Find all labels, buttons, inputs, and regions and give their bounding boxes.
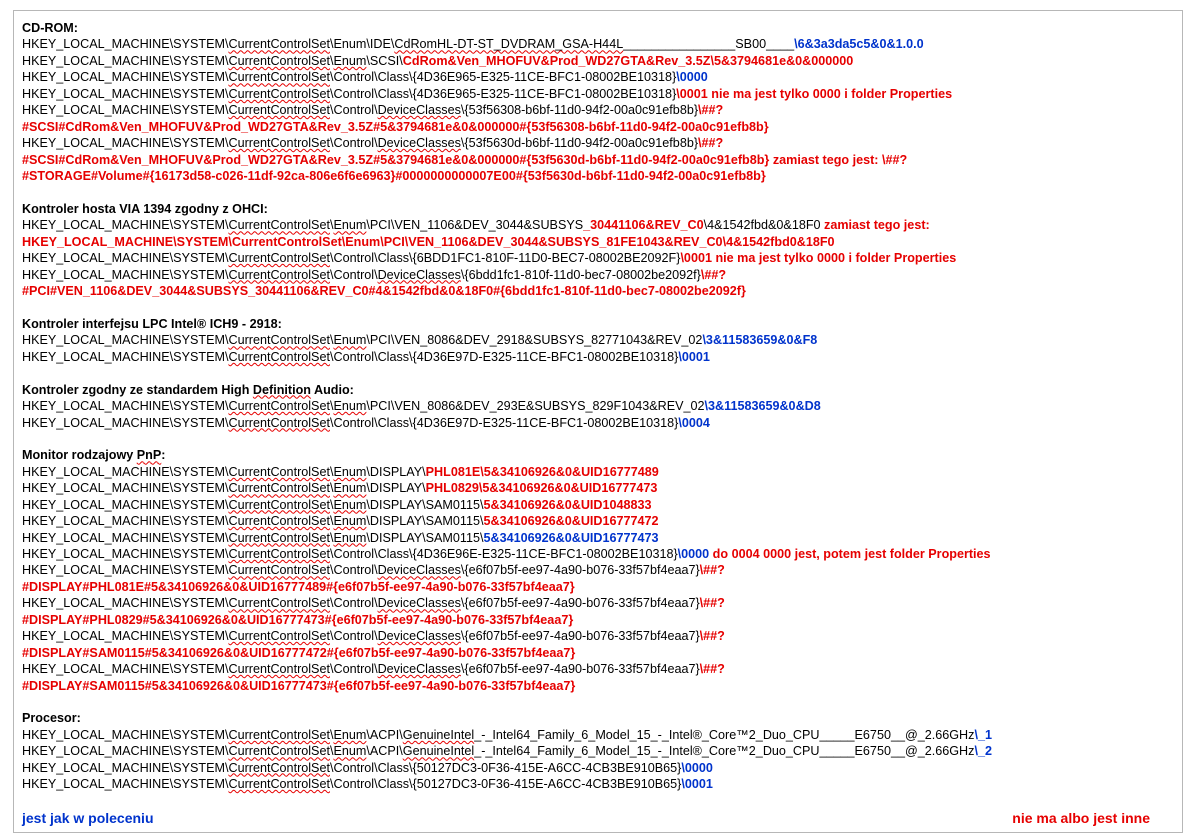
- text-run: HKEY_LOCAL_MACHINE\SYSTEM\: [22, 37, 229, 52]
- text-run: \0000: [677, 547, 710, 561]
- text-run: Enum: [333, 514, 367, 529]
- text-run: HKEY_LOCAL_MACHINE\SYSTEM\CurrentControlSet\Enum\PCI\VEN_1106&DEV_3044&SUBSYS_81FE1043&REV_C0\4&1542fbd0&18F0: [22, 234, 835, 249]
- text-line: [22, 743, 1172, 759]
- text-run: CurrentControlSet: [228, 727, 330, 742]
- text-run: \##?: [699, 662, 725, 677]
- text-line: [22, 546, 1172, 562]
- text-run: \_1: [974, 727, 992, 742]
- text-run: \Control\: [329, 596, 378, 611]
- text-line: [22, 595, 1172, 611]
- text-run: GenuineIntel: [402, 744, 475, 759]
- text-run: CurrentControlSet: [228, 760, 330, 775]
- text-run: HKEY_LOCAL_MACHINE\SYSTEM\: [22, 662, 229, 677]
- text-line: [22, 710, 1172, 726]
- text-line: [22, 398, 1172, 414]
- text-run: \##?: [699, 629, 725, 644]
- text-run: #SCSI#CdRom&Ven_MHOFUV&Prod_WD27GTA&Rev_3.5Z#5&3794681e&0&000000#{53f5630d-b6bf-11d0-94f2-00a0c91efb8b} zamiast tego jest: \##?: [22, 152, 908, 167]
- text-run: \Control\Class\{4D36E97D-E325-11CE-BFC1-08002BE10318}: [329, 349, 679, 364]
- text-run: \Control\Class\{4D36E97D-E325-11CE-BFC1-08002BE10318}: [329, 415, 679, 430]
- text-run: \ACPI\: [366, 727, 403, 742]
- text-run: \: [329, 514, 334, 529]
- text-run: \##?: [698, 103, 724, 118]
- text-line: [22, 513, 1172, 529]
- text-run: DeviceClasses: [377, 662, 461, 677]
- text-run: CurrentControlSet: [228, 629, 330, 644]
- text-run: #DISPLAY#PHL081E#5&34106926&0&UID16777489#{e6f07b5f-ee97-4a90-b076-33f57bf4eaa7}: [22, 579, 575, 594]
- text-run: \{e6f07b5f-ee97-4a90-b076-33f57bf4eaa7}: [460, 662, 700, 677]
- text-run: \Enum\IDE\: [329, 37, 395, 52]
- text-run: HKEY_LOCAL_MACHINE\SYSTEM\: [22, 563, 229, 578]
- text-run: Kontroler interfejsu LPC Intel® ICH9 - 2918:: [22, 316, 282, 331]
- text-run: CurrentControlSet: [228, 662, 330, 677]
- text-run: \PCI\VEN_8086&DEV_2918&SUBSYS_82771043&REV_02: [366, 333, 703, 348]
- text-run: \SCSI\: [366, 53, 403, 68]
- text-run: HKEY_LOCAL_MACHINE\SYSTEM\: [22, 727, 229, 742]
- text-run: \0001: [678, 349, 710, 364]
- text-line: [22, 135, 1172, 151]
- text-line: [22, 645, 1172, 661]
- text-run: \0004: [678, 415, 710, 430]
- text-run: CurrentControlSet: [228, 333, 330, 348]
- text-run: \3&11583659&0&F8: [702, 333, 818, 348]
- text-run: HKEY_LOCAL_MACHINE\SYSTEM\: [22, 251, 229, 266]
- text-line: [22, 283, 1172, 299]
- text-run: Enum: [333, 464, 367, 479]
- text-run: \3&11583659&0&D8: [704, 399, 821, 414]
- text-line: [22, 579, 1172, 595]
- blank-line: [22, 365, 1172, 381]
- text-run: DeviceClasses: [377, 136, 461, 151]
- text-run: 5&34106926&0&UID16777472: [483, 514, 659, 529]
- text-line: [22, 102, 1172, 118]
- text-run: Enum: [333, 53, 367, 68]
- text-line: [22, 480, 1172, 496]
- text-run: \{53f56308-b6bf-11d0-94f2-00a0c91efb8b}: [460, 103, 699, 118]
- text-run: HKEY_LOCAL_MACHINE\SYSTEM\: [22, 481, 229, 496]
- text-run: Kontroler hosta VIA 1394 zgodny z OHCI:: [22, 201, 268, 216]
- text-line: [22, 332, 1172, 348]
- text-run: \PCI\VEN_1106&DEV_3044&SUBSYS: [366, 218, 584, 233]
- text-run: CurrentControlSet: [228, 514, 330, 529]
- blank-line: [22, 694, 1172, 710]
- text-run: HKEY_LOCAL_MACHINE\SYSTEM\: [22, 86, 229, 101]
- text-run: HKEY_LOCAL_MACHINE\SYSTEM\: [22, 267, 229, 282]
- legend-blue: jest jak w poleceniu: [22, 810, 154, 826]
- text-line: [22, 69, 1172, 85]
- text-run: \##?: [700, 267, 727, 282]
- text-run: HKEY_LOCAL_MACHINE\SYSTEM\: [22, 415, 229, 430]
- text-run: PnP: [136, 448, 162, 463]
- text-run: HKEY_LOCAL_MACHINE\SYSTEM\: [22, 629, 229, 644]
- text-run: CdRom&Ven_MHOFUV&Prod_WD27GTA&Rev_3.5Z\5&3794681e&0&000000: [402, 53, 854, 68]
- text-run: Enum: [333, 744, 367, 759]
- text-run: 5&34106926&0&UID1048833: [483, 497, 652, 512]
- text-run: #DISPLAY#SAM0115#5&34106926&0&UID16777472#{e6f07b5f-ee97-4a90-b076-33f57bf4eaa7}: [22, 645, 576, 660]
- text-line: [22, 316, 1172, 332]
- text-run: CurrentControlSet: [228, 596, 330, 611]
- text-line: [22, 234, 1172, 250]
- text-run: CurrentControlSet: [228, 547, 330, 561]
- text-run: HKEY_LOCAL_MACHINE\SYSTEM\: [22, 530, 229, 545]
- blank-line: [22, 299, 1172, 315]
- text-run: HKEY_LOCAL_MACHINE\SYSTEM\: [22, 744, 229, 759]
- text-run: #DISPLAY#SAM0115#5&34106926&0&UID16777473#{e6f07b5f-ee97-4a90-b076-33f57bf4eaa7}: [22, 678, 576, 693]
- text-run: CurrentControlSet: [228, 530, 330, 545]
- text-line: [22, 678, 1172, 694]
- text-line: [22, 727, 1172, 743]
- text-run: \Control\: [329, 103, 378, 118]
- text-run: \: [329, 218, 334, 233]
- text-run: DeviceClasses: [377, 103, 461, 118]
- text-line: [22, 382, 1172, 398]
- text-run: DeviceClasses: [377, 267, 461, 282]
- text-run: PHL0829\5&34106926&0&UID16777473: [425, 481, 658, 496]
- text-run: \: [329, 530, 334, 545]
- text-run: \##?: [699, 563, 725, 578]
- text-run: HKEY_LOCAL_MACHINE\SYSTEM\: [22, 760, 229, 775]
- text-run: \##?: [699, 596, 725, 611]
- text-run: \Control\: [329, 662, 378, 677]
- text-run: \{e6f07b5f-ee97-4a90-b076-33f57bf4eaa7}: [460, 563, 700, 578]
- text-line: [22, 217, 1172, 233]
- text-run: CurrentControlSet: [228, 415, 330, 430]
- text-line: [22, 20, 1172, 36]
- text-run: Enum: [333, 218, 367, 233]
- text-run: #DISPLAY#PHL0829#5&34106926&0&UID16777473#{e6f07b5f-ee97-4a90-b076-33f57bf4eaa7}: [22, 612, 574, 627]
- text-run: \Control\: [329, 629, 378, 644]
- text-run: \Control\Class\{50127DC3-0F36-415E-A6CC-4CB3BE910B65}: [329, 777, 682, 792]
- text-run: Enum: [333, 497, 367, 512]
- text-line: [22, 201, 1172, 217]
- text-run: HKEY_LOCAL_MACHINE\SYSTEM\: [22, 349, 229, 364]
- text-run: _-_Intel64_Family_6_Model_15_-_Intel®_Core™2_Duo_CPU_____E6750__@_2.66GHz: [474, 744, 975, 759]
- legend-red: nie ma albo jest inne: [1012, 810, 1150, 826]
- blank-line: [22, 184, 1172, 200]
- text-run: CurrentControlSet: [228, 53, 330, 68]
- text-run: HKEY_LOCAL_MACHINE\SYSTEM\: [22, 70, 229, 85]
- text-run: CD-ROM:: [22, 21, 78, 35]
- text-run: HKEY_LOCAL_MACHINE\SYSTEM\: [22, 547, 229, 561]
- text-line: [22, 267, 1172, 283]
- text-run: PHL081E\5&34106926&0&UID16777489: [425, 464, 659, 479]
- text-run: \: [329, 481, 334, 496]
- text-run: Enum: [333, 333, 367, 348]
- text-line: [22, 168, 1172, 184]
- text-run: HKEY_LOCAL_MACHINE\SYSTEM\: [22, 464, 229, 479]
- text-run: \Control\Class\{50127DC3-0F36-415E-A6CC-4CB3BE910B65}: [329, 760, 682, 775]
- text-run: do 0004 0000 jest, potem jest folder Properties: [709, 547, 991, 561]
- text-run: DeviceClasses: [377, 563, 461, 578]
- text-run: \: [329, 464, 334, 479]
- text-run: Enum: [333, 727, 367, 742]
- text-run: 5&34106926&0&UID16777473: [483, 530, 659, 545]
- text-run: Enum: [333, 530, 367, 545]
- text-run: \Control\Class\{6BDD1FC1-810F-11D0-BEC7-08002BE2092F}: [329, 251, 681, 266]
- text-run: HKEY_LOCAL_MACHINE\SYSTEM\: [22, 333, 229, 348]
- text-run: CurrentControlSet: [228, 777, 330, 792]
- text-run: ________________SB00____: [623, 37, 795, 52]
- text-run: \0000: [676, 70, 708, 85]
- text-run: Enum: [333, 399, 367, 414]
- text-run: \: [329, 497, 334, 512]
- text-run: HKEY_LOCAL_MACHINE\SYSTEM\: [22, 514, 229, 529]
- text-run: CurrentControlSet: [228, 744, 330, 759]
- text-run: _30441106&REV_C0: [583, 218, 704, 233]
- text-run: CurrentControlSet: [228, 267, 330, 282]
- text-run: \Control\Class\{4D36E96E-E325-11CE-BFC1-08002BE10318}: [329, 547, 678, 561]
- text-run: \: [329, 399, 334, 414]
- blank-line: [22, 431, 1172, 447]
- text-line: [22, 562, 1172, 578]
- text-line: [22, 464, 1172, 480]
- text-line: [22, 250, 1172, 266]
- text-line: [22, 760, 1172, 776]
- text-run: \Control\: [329, 267, 378, 282]
- text-run: zamiast tego jest:: [824, 218, 930, 233]
- text-run: \PCI\VEN_8086&DEV_293E&SUBSYS_829F1043&REV_02: [366, 399, 705, 414]
- text-run: CurrentControlSet: [228, 399, 330, 414]
- text-run: Enum: [333, 481, 367, 496]
- text-run: CurrentControlSet: [228, 103, 330, 118]
- text-run: :: [161, 448, 166, 463]
- text-run: CurrentControlSet: [228, 136, 330, 151]
- text-run: CurrentControlSet: [228, 218, 330, 233]
- text-run: #SCSI#CdRom&Ven_MHOFUV&Prod_WD27GTA&Rev_3.5Z#5&3794681e&0&000000#{53f56308-b6bf-11d0-94f2-00a0c91efb8b}: [22, 119, 769, 134]
- text-line: [22, 661, 1172, 677]
- text-run: \DISPLAY\: [366, 481, 426, 496]
- text-run: \DISPLAY\: [366, 464, 426, 479]
- text-run: CurrentControlSet: [228, 349, 330, 364]
- text-run: HKEY_LOCAL_MACHINE\SYSTEM\: [22, 497, 229, 512]
- text-run: GenuineIntel: [402, 727, 475, 742]
- text-run: \ACPI\: [366, 744, 403, 759]
- text-run: Procesor:: [22, 711, 81, 726]
- document-body[interactable]: [22, 20, 1172, 793]
- text-run: CurrentControlSet: [228, 481, 330, 496]
- text-run: _-_Intel64_Family_6_Model_15_-_Intel®_Core™2_Duo_CPU_____E6750__@_2.66GHz: [474, 727, 975, 742]
- text-line: [22, 612, 1172, 628]
- text-run: \6&3a3da5c5&0&1.0.0: [794, 37, 924, 52]
- text-run: \{53f5630d-b6bf-11d0-94f2-00a0c91efb8b}: [460, 136, 699, 151]
- text-run: Kontroler zgodny ze standardem High: [22, 382, 253, 397]
- text-run: \: [329, 727, 334, 742]
- text-run: CurrentControlSet: [228, 464, 330, 479]
- text-run: \_2: [974, 744, 992, 759]
- text-run: CurrentControlSet: [228, 70, 330, 85]
- text-run: \DISPLAY\SAM0115\: [366, 514, 484, 529]
- text-run: \0001 nie ma jest tylko 0000 i folder Properties: [680, 251, 957, 266]
- text-line: [22, 152, 1172, 168]
- text-run: CurrentControlSet: [228, 37, 330, 52]
- text-line: [22, 349, 1172, 365]
- text-run: \DISPLAY\SAM0115\: [366, 530, 484, 545]
- text-run: \4&1542fbd&0&18F0: [703, 218, 825, 233]
- text-run: \: [329, 333, 334, 348]
- text-run: CdRomHL-DT-ST_DVDRAM_GSA-H44L: [394, 37, 624, 52]
- text-run: HKEY_LOCAL_MACHINE\SYSTEM\: [22, 777, 229, 792]
- text-run: \: [329, 744, 334, 759]
- text-run: CurrentControlSet: [228, 497, 330, 512]
- text-run: \0000: [681, 760, 713, 775]
- text-run: HKEY_LOCAL_MACHINE\SYSTEM\: [22, 53, 229, 68]
- text-line: [22, 628, 1172, 644]
- text-run: CurrentControlSet: [228, 86, 330, 101]
- text-line: [22, 497, 1172, 513]
- text-run: \##?: [698, 136, 724, 151]
- text-run: DeviceClasses: [377, 596, 461, 611]
- text-run: HKEY_LOCAL_MACHINE\SYSTEM\: [22, 399, 229, 414]
- text-run: \Control\: [329, 136, 378, 151]
- text-run: HKEY_LOCAL_MACHINE\SYSTEM\: [22, 103, 229, 118]
- text-line: [22, 776, 1172, 792]
- text-run: \Control\: [329, 563, 378, 578]
- text-run: CurrentControlSet: [228, 251, 330, 266]
- text-run: \DISPLAY\SAM0115\: [366, 497, 484, 512]
- text-run: \Control\Class\{4D36E965-E325-11CE-BFC1-08002BE10318}: [329, 86, 677, 101]
- text-line: [22, 36, 1172, 52]
- text-line: [22, 86, 1172, 102]
- text-line: [22, 530, 1172, 546]
- text-run: Definition: [252, 382, 311, 397]
- text-run: HKEY_LOCAL_MACHINE\SYSTEM\: [22, 596, 229, 611]
- text-run: \{e6f07b5f-ee97-4a90-b076-33f57bf4eaa7}: [460, 596, 700, 611]
- text-run: Audio:: [310, 382, 354, 397]
- text-run: \0001 nie ma jest tylko 0000 i folder Properties: [676, 86, 953, 101]
- text-run: \{e6f07b5f-ee97-4a90-b076-33f57bf4eaa7}: [460, 629, 700, 644]
- text-run: \: [329, 53, 334, 68]
- text-run: HKEY_LOCAL_MACHINE\SYSTEM\: [22, 136, 229, 151]
- text-run: HKEY_LOCAL_MACHINE\SYSTEM\: [22, 218, 229, 233]
- text-line: [22, 415, 1172, 431]
- text-run: CurrentControlSet: [228, 563, 330, 578]
- text-line: [22, 447, 1172, 463]
- text-run: DeviceClasses: [377, 629, 461, 644]
- text-run: #PCI#VEN_1106&DEV_3044&SUBSYS_30441106&REV_C0#4&1542fbd&0&18F0#{6bdd1fc1-810f-11d0-bec7-08002be2092f}: [22, 284, 746, 298]
- text-run: \Control\Class\{4D36E965-E325-11CE-BFC1-08002BE10318}: [329, 70, 677, 85]
- text-line: [22, 119, 1172, 135]
- text-run: \0001: [681, 777, 713, 792]
- text-line: [22, 53, 1172, 69]
- text-run: \{6bdd1fc1-810f-11d0-bec7-08002be2092f}: [460, 267, 701, 282]
- text-run: Monitor rodzajowy: [22, 448, 137, 463]
- text-run: #STORAGE#Volume#{16173d58-c026-11df-92ca-806e6f6e6963}#0000000000007E00#{53f5630d-b6bf-11d0-94f2-00a0c91efb8b}: [22, 168, 766, 183]
